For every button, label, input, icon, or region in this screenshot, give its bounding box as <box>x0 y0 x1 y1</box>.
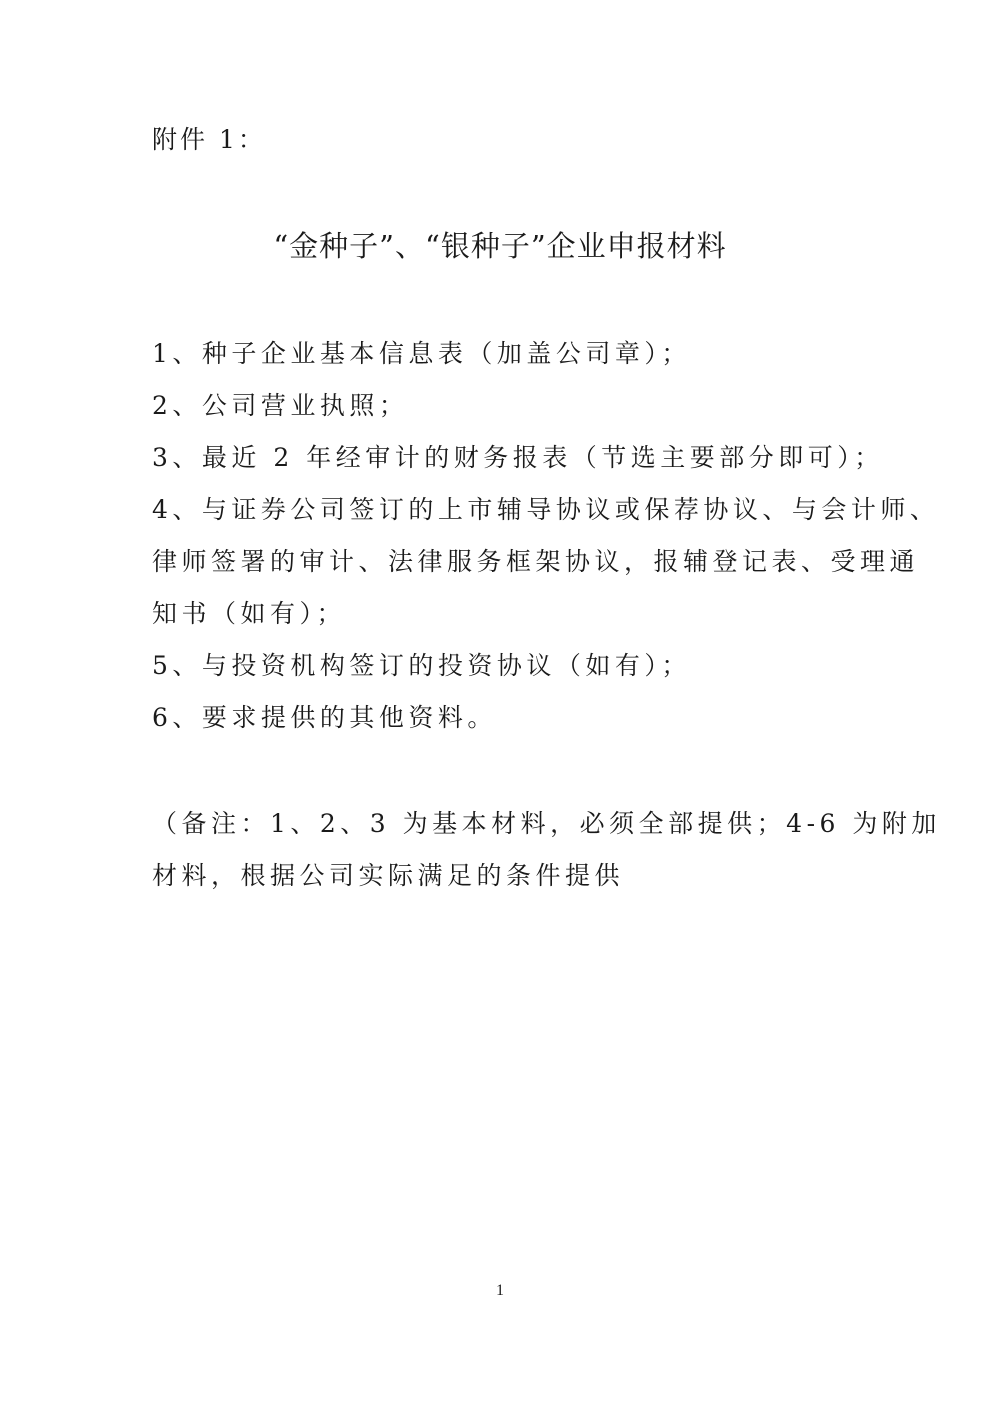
list-item: 5、与投资机构签订的投资协议（如有）； <box>152 651 691 680</box>
note-line: 材料，根据公司实际满足的条件提供 <box>152 861 625 890</box>
list-item: 4、与证券公司签订的上市辅导协议或保荐协议、与会计师、 <box>152 495 940 524</box>
list-item: 1、种子企业基本信息表（加盖公司章）； <box>152 339 691 368</box>
note-line: （备注：1、2、3 为基本材料，必须全部提供；4-6 为附加 <box>152 809 941 838</box>
page-number: 1 <box>496 1282 504 1299</box>
list-item-continuation: 律师签署的审计、法律服务框架协议，报辅登记表、受理通 <box>152 547 920 576</box>
list-item-continuation: 知书（如有）； <box>152 599 347 628</box>
attachment-label: 附件 1： <box>152 125 266 154</box>
list-item: 2、公司营业执照； <box>152 391 409 420</box>
document-title: “金种子”、“银种子”企业申报材料 <box>273 229 727 263</box>
list-item: 3、最近 2 年经审计的财务报表（节选主要部分即可）； <box>152 443 884 472</box>
list-item: 6、要求提供的其他资料。 <box>152 703 497 732</box>
